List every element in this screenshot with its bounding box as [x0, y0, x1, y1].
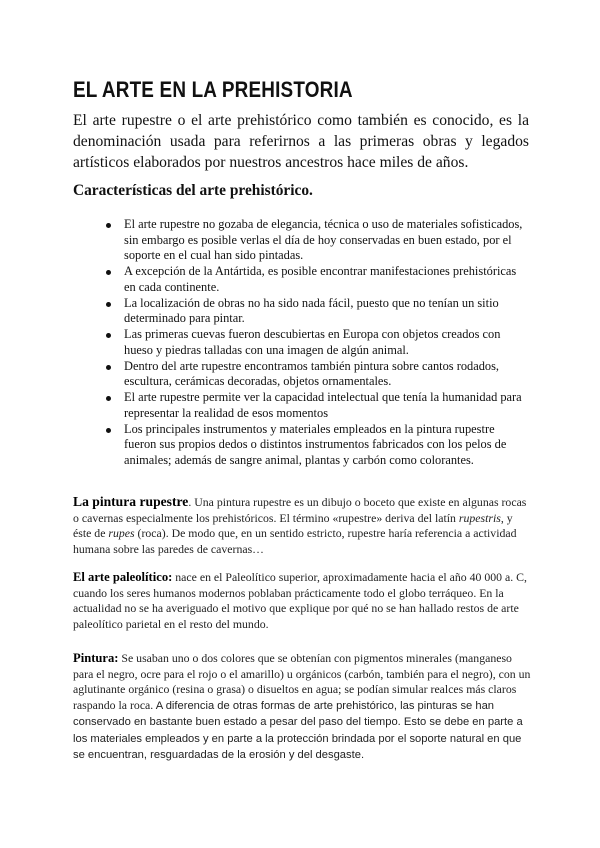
intro-paragraph: El arte rupestre o el arte prehistórico como también es conocido, es la denominación usada para referirnos a las primeras obras y legados artísticos elaborados por nuestros ancestros hace miles de años.: [73, 112, 529, 171]
list-item: Dentro del arte rupestre encontramos también pintura sobre cantos rodados, escultura, cerámicas decoradas, objetos ornamentales.: [106, 359, 526, 390]
page-title: EL ARTE EN LA PREHISTORIA: [73, 77, 353, 102]
list-item: La localización de obras no ha sido nada fácil, puesto que no tenían un sitio determinado para pintar.: [106, 296, 526, 327]
paragraph-text: nace en el Paleolítico superior, aproximadamente hacia el año 40 000 a. C, cuando los seres humanos modernos poblaban prácticamente todo el globo terráqueo. En la actualidad no se ha averiguado el motivo que explique por qué no se han hallado restos de arte paleolítico parietal en el resto del mundo.: [73, 570, 527, 631]
list-item: El arte rupestre no gozaba de elegancia, técnica o uso de materiales sofisticados, sin embargo es posible verlas el día de hoy conservadas en buen estado, por el soporte en el cual han sido pintadas.: [106, 217, 526, 264]
pintura-term: Pintura:: [73, 651, 119, 665]
pintura-rupestre-paragraph: [73, 494, 529, 557]
paragraph-text: . Una pintura rupestre es un dibujo o boceto que existe en algunas rocas o cavernas especialmente los prehistóricos. El término «rupestre» deriva del latín: [73, 495, 527, 525]
paragraph-text-sans: A diferencia de otras formas de arte prehistórico, las pinturas se han conservado en bastante buen estado a pesar del paso del tiempo. Esto se debe en parte a los materiales empleados y en parte a la protección brindada por el soporte natural en que se encuentran, resguardadas de la erosión y del desgaste.: [73, 699, 523, 761]
list-item: Los principales instrumentos y materiales empleados en la pintura rupestre fueron sus propios dedos o distintos instrumentos fabricados con los pelos de animales; además de sangre animal, plantas y carbón como colorantes.: [106, 422, 526, 469]
arte-paleolitico-paragraph: [73, 570, 529, 632]
list-item: A excepción de la Antártida, es posible encontrar manifestaciones prehistóricas en cada continente.: [106, 264, 526, 295]
list-item: El arte rupestre permite ver la capacidad intelectual que tenía la humanidad para representar la realidad de esos momentos: [106, 390, 526, 421]
pintura-rupestre-term: La pintura rupestre: [73, 494, 189, 509]
italic-term: rupestris: [458, 510, 501, 525]
arte-paleolitico-term: El arte paleolítico:: [73, 570, 173, 584]
paragraph-text: (roca). De modo que, en un sentido estricto, rupestre haría referencia a actividad humana sobre las paredes de cavernas…: [73, 526, 517, 556]
paragraph-text: Se usaban uno o dos colores que se obtenían con pigmentos minerales (manganeso para el negro, ocre para el rojo o el amarillo) u orgánicos (carbón, también para el negro), con un aglutinante orgánico (resina o grasa) o disueltos en agua; se podían simular realces más claros raspando la roca.: [73, 651, 531, 712]
characteristics-list: [106, 217, 526, 469]
paragraph-text: , y éste de: [73, 510, 513, 540]
section-heading: Características del arte prehistórico.: [73, 182, 313, 199]
list-item: Las primeras cuevas fueron descubiertas en Europa con objetos creados con hueso y piedras talladas con una imagen de algún animal.: [106, 327, 526, 358]
italic-term: rupes: [108, 526, 135, 540]
pintura-paragraph: [73, 651, 533, 764]
